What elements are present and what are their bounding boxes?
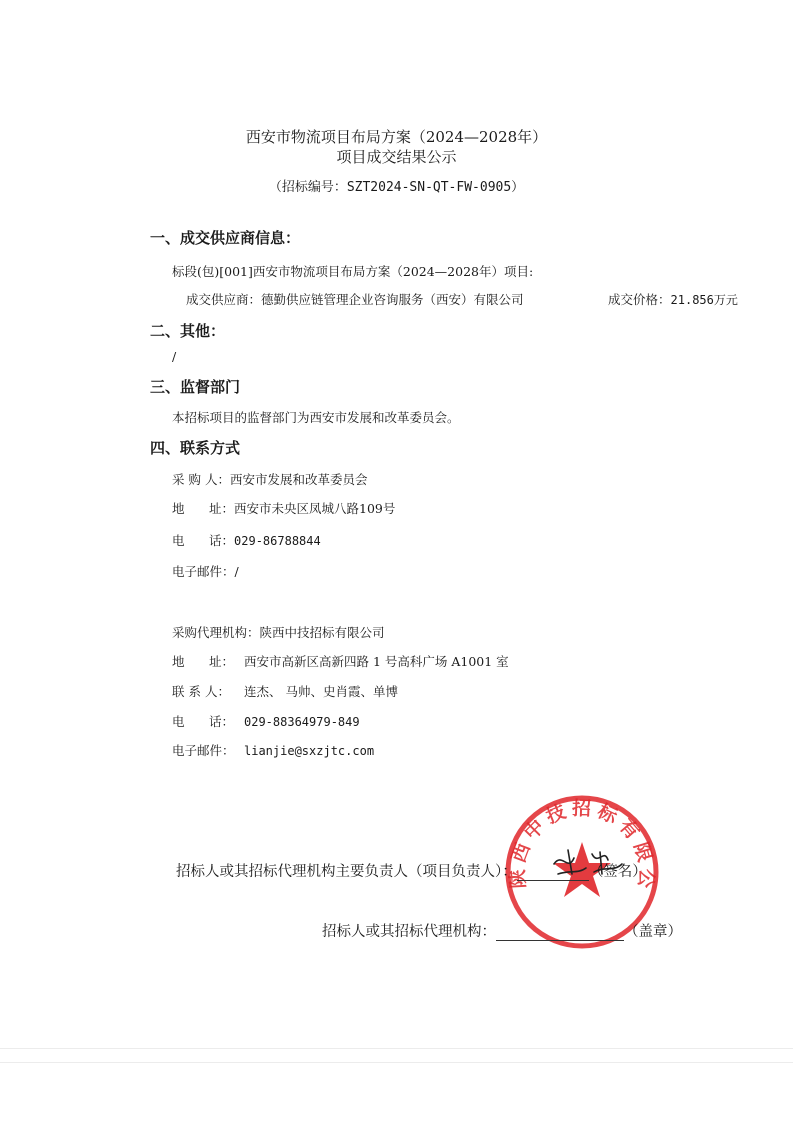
- purchaser-address-value: 西安市未央区凤城八路109号: [234, 501, 396, 516]
- agency-phone-value: 029-88364979-849: [244, 715, 360, 729]
- purchaser-address-row: [172, 499, 395, 517]
- address-label-a: 地: [172, 501, 185, 516]
- phone-label-b: 话：: [209, 533, 235, 548]
- agency-row: [172, 623, 385, 641]
- email-label: 电子邮件：: [172, 743, 235, 758]
- signature-row: [176, 860, 647, 881]
- scan-artifact-line: [0, 1048, 793, 1049]
- seal-text: 陕西中技招标有限公: [506, 797, 658, 895]
- section-heading-other: 二、其他：: [150, 322, 226, 340]
- signature-line: [517, 866, 589, 881]
- supplier-row: [186, 290, 524, 308]
- price-value: 21.856万元: [670, 293, 738, 307]
- agency-phone-row: [172, 712, 360, 730]
- agency-contact-value: 连杰、 马帅、史肖霞、单博: [244, 684, 398, 699]
- address-label-b: 址：: [209, 654, 235, 669]
- agency-stamp-label: 招标人或其招标代理机构：: [322, 924, 496, 940]
- price-row: [608, 290, 738, 308]
- stamp-line: [496, 926, 624, 941]
- responsible-label: 招标人或其招标代理机构主要负责人（项目负责人）：: [176, 864, 517, 880]
- section-heading-supplier: 一、成交供应商信息：: [150, 229, 301, 247]
- sign-suffix: （签名）: [588, 864, 647, 880]
- other-content: /: [172, 349, 177, 364]
- agency-contact-row: [172, 682, 398, 700]
- phone-label-a: 电: [172, 533, 185, 548]
- purchaser-row: [172, 470, 367, 488]
- phone-label-b: 话：: [209, 714, 235, 729]
- supplier-name: 德勤供应链管理企业咨询服务（西安）有限公司: [261, 292, 524, 307]
- supplier-label: 成交供应商：: [186, 292, 262, 307]
- agency-address-value: 西安市高新区高新四路 1 号高科广场 A1001 室: [244, 654, 509, 669]
- agency-label: 采购代理机构：: [172, 625, 260, 640]
- agency-email-row: [172, 741, 374, 759]
- scan-artifact-line: [0, 1062, 793, 1063]
- stamp-suffix: （盖章）: [624, 924, 682, 940]
- purchaser-label: 采 购 人：: [172, 472, 230, 487]
- price-label: 成交价格：: [608, 292, 671, 307]
- page-subtitle: 项目成交结果公示: [336, 148, 457, 166]
- lot-line: 标段(包)[001]西安市物流项目布局方案（2024—2028年）项目:: [172, 264, 534, 279]
- purchaser-phone-value: 029-86788844: [234, 534, 321, 548]
- purchaser-value: 西安市发展和改革委员会: [229, 472, 368, 487]
- tender-number: （招标编号：SZT2024-SN-QT-FW-0905）: [268, 180, 525, 195]
- page-title: 西安市物流项目布局方案（2024—2028年）: [245, 128, 548, 146]
- purchaser-phone-row: [172, 531, 321, 549]
- purchaser-email-value: /: [234, 564, 239, 579]
- email-label: 电子邮件：: [172, 564, 235, 579]
- agency-address-row: [172, 652, 509, 670]
- address-label-a: 地: [172, 654, 185, 669]
- section-heading-contact: 四、联系方式: [150, 439, 241, 457]
- phone-label-a: 电: [172, 714, 185, 729]
- agency-value: 陕西中技招标有限公司: [259, 625, 385, 640]
- agency-email-value: lianjie@sxzjtc.com: [244, 744, 375, 758]
- address-label-b: 址：: [209, 501, 235, 516]
- purchaser-email-row: [172, 562, 239, 580]
- section-heading-supervision: 三、监督部门: [150, 378, 241, 396]
- stamp-row: [322, 920, 682, 941]
- supervision-content: 本招标项目的监督部门为西安市发展和改革委员会。: [172, 410, 460, 425]
- contact-label: 联 系 人：: [172, 684, 230, 699]
